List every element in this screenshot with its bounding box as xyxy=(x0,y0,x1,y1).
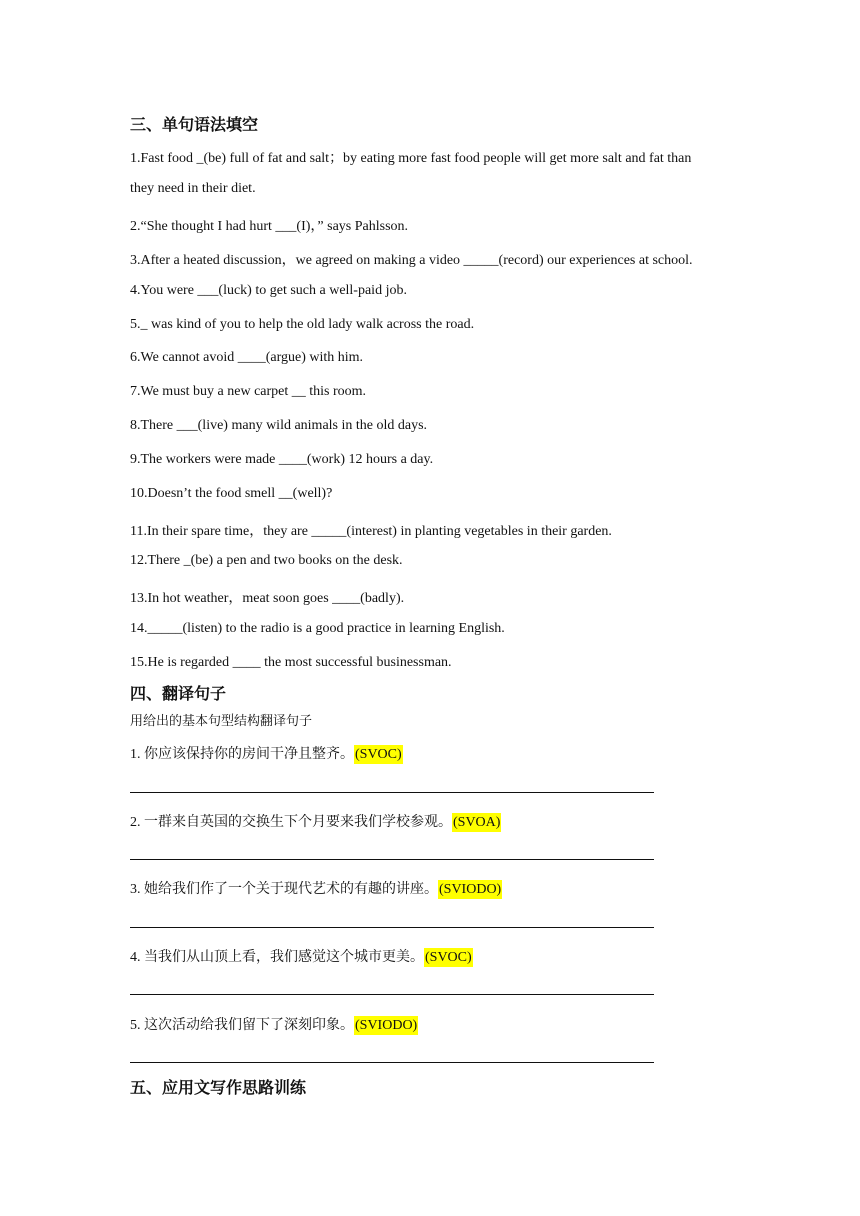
question-9: 9.The workers were made ____(work) 12 hours a day. xyxy=(130,452,434,467)
answer-line-3 xyxy=(130,927,654,928)
sentence-pattern-label: (SVOA) xyxy=(453,815,501,830)
question-3: 3.After a heated discussion，we agreed on making a video _____(record) our experiences at school. xyxy=(130,253,693,268)
section-4-heading: 四、翻译句子 xyxy=(130,684,227,703)
translation-item-2 xyxy=(130,811,501,831)
section-3-heading: 三、单句语法填空 xyxy=(130,115,259,134)
question-14: 14._____(listen) to the radio is a good practice in learning English. xyxy=(130,621,505,636)
question-1-line-2: they need in their diet. xyxy=(130,181,256,196)
answer-line-2 xyxy=(130,859,654,860)
question-10: 10.Doesn’t the food smell __(well)? xyxy=(130,486,333,501)
chinese-sentence: 你应该保持你的房间干净且整齐。 xyxy=(144,746,354,762)
answer-line-5 xyxy=(130,1062,654,1063)
question-4: 4.You were ___(luck) to get such a well-paid job. xyxy=(130,283,407,298)
sentence-pattern-label: (SVIODO) xyxy=(355,1018,418,1033)
question-2: 2.“She thought I had hurt ___(I)，” says Pahlsson. xyxy=(130,219,409,234)
section-5-heading: 五、应用文写作思路训练 xyxy=(130,1078,307,1097)
question-12: 12.There _(be) a pen and two books on the desk. xyxy=(130,553,403,568)
translation-item-4 xyxy=(130,946,473,966)
question-1-line-1: 1.Fast food _(be) full of fat and salt；by eating more fast food people will get more salt and fat than xyxy=(130,151,692,166)
sentence-pattern-label: (SVOC) xyxy=(425,950,472,965)
sentence-pattern-label: (SVOC) xyxy=(355,747,402,762)
question-7: 7.We must buy a new carpet __ this room. xyxy=(130,384,367,399)
chinese-sentence: 一群来自英国的交换生下个月要来我们学校参观。 xyxy=(144,814,452,830)
question-15: 15.He is regarded ____ the most successful businessman. xyxy=(130,655,452,670)
chinese-sentence: 她给我们作了一个关于现代艺术的有趣的讲座。 xyxy=(144,881,438,897)
item-number: 4. xyxy=(130,950,141,965)
translation-item-5 xyxy=(130,1014,418,1034)
translation-item-3 xyxy=(130,878,502,898)
question-11: 11.In their spare time，they are _____(interest) in planting vegetables in their garden. xyxy=(130,524,612,539)
item-number: 3. xyxy=(130,882,141,897)
section-4-instruction: 用给出的基本句型结构翻译句子 xyxy=(130,714,313,729)
item-number: 2. xyxy=(130,815,141,830)
chinese-sentence: 这次活动给我们留下了深刻印象。 xyxy=(144,1017,354,1033)
answer-line-1 xyxy=(130,792,654,793)
sentence-pattern-label: (SVIODO) xyxy=(439,882,502,897)
question-8: 8.There ___(live) many wild animals in the old days. xyxy=(130,418,428,433)
chinese-sentence: 当我们从山顶上看，我们感觉这个城市更美。 xyxy=(144,949,424,965)
item-number: 5. xyxy=(130,1018,141,1033)
question-13: 13.In hot weather，meat soon goes ____(badly). xyxy=(130,591,405,606)
question-5: 5._ was kind of you to help the old lady walk across the road. xyxy=(130,317,475,332)
item-number: 1. xyxy=(130,747,141,762)
question-6: 6.We cannot avoid ____(argue) with him. xyxy=(130,350,364,365)
answer-line-4 xyxy=(130,994,654,995)
translation-item-1 xyxy=(130,743,403,763)
